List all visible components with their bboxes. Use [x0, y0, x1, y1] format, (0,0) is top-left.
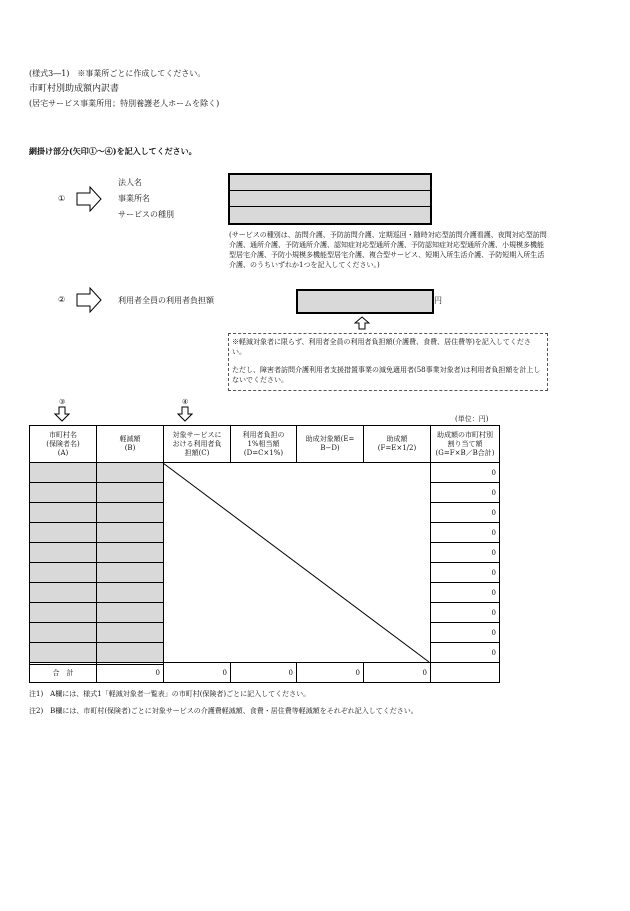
- allocation-cell: 0: [431, 603, 500, 623]
- reduction-cell[interactable]: [97, 643, 164, 663]
- document-subtitle: (居宅サービス事業所用；特別養護老人ホームを除く): [29, 99, 220, 108]
- marker-3: ③: [59, 398, 66, 406]
- blank-cell: [364, 643, 431, 663]
- blank-cell: [231, 463, 297, 483]
- total-c: 0: [164, 663, 231, 683]
- table-row: [30, 583, 500, 603]
- blank-cell: [297, 543, 364, 563]
- total-b: 0: [97, 663, 164, 683]
- document-title: 市町村別助成額内訳書: [29, 84, 120, 94]
- reduction-cell[interactable]: [97, 563, 164, 583]
- blank-cell: [297, 643, 364, 663]
- right-arrow-icon: [76, 287, 102, 313]
- table-row: [30, 503, 500, 523]
- blank-cell: [164, 483, 231, 503]
- corporation-name-field[interactable]: [230, 175, 430, 191]
- allocation-cell: 0: [431, 643, 500, 663]
- total-d: 0: [231, 663, 297, 683]
- allocation-cell: 0: [431, 623, 500, 643]
- table-row: [30, 623, 500, 643]
- allocation-cell: 0: [431, 583, 500, 603]
- allocation-cell: 0: [431, 483, 500, 503]
- table-row: [30, 483, 500, 503]
- blank-cell: [164, 463, 231, 483]
- header-municipality: 市町村名 (保険者名) (A): [30, 426, 97, 463]
- table-row: [30, 463, 500, 483]
- service-type-note: (サービスの種別は、訪問介護、予防訪問介護、定期巡回・随時対応型訪問介護看護、夜間対応型訪問介護、通所介護、予防通所介護、認知症対応型通所介護、予防認知症対応型通所介護、小規模多機能型居宅介護、予防小規模多機能型居宅介護、複合型サービス、短期入所生活介護、予防短期入所生活介護、のうちいずれか1つを記入してください。): [229, 231, 547, 269]
- reduction-cell[interactable]: [97, 623, 164, 643]
- municipality-cell[interactable]: [30, 543, 97, 563]
- blank-cell: [231, 603, 297, 623]
- blank-cell: [364, 543, 431, 563]
- blank-cell: [364, 463, 431, 483]
- note-1: 注1) A欄には、様式1「軽減対象者一覧表」の市町村(保険者)ごとに記入してください。: [29, 690, 311, 698]
- label-corporation: 法人名: [118, 178, 142, 187]
- blank-cell: [231, 543, 297, 563]
- instruction: 網掛け部分(矢印①～④)を記入してください。: [29, 146, 197, 156]
- total-f: 0: [364, 663, 431, 683]
- allocation-cell: 0: [431, 503, 500, 523]
- marker-4: ④: [182, 398, 189, 406]
- blank-cell: [164, 523, 231, 543]
- yen-unit: 円: [434, 296, 442, 305]
- blank-cell: [364, 563, 431, 583]
- office-name-field[interactable]: [230, 191, 430, 207]
- municipality-cell[interactable]: [30, 523, 97, 543]
- blank-cell: [364, 523, 431, 543]
- blank-cell: [364, 583, 431, 603]
- municipality-cell[interactable]: [30, 603, 97, 623]
- blank-cell: [364, 503, 431, 523]
- reduction-cell[interactable]: [97, 603, 164, 623]
- municipality-cell[interactable]: [30, 503, 97, 523]
- blank-cell: [164, 543, 231, 563]
- burden-note-1: ※軽減対象者に限らず、利用者全員の利用者負担額(介護費、食費、居住費等)を記入してください。: [232, 338, 531, 356]
- blank-cell: [297, 583, 364, 603]
- blank-cell: [164, 563, 231, 583]
- total-burden-field[interactable]: [296, 289, 434, 314]
- total-e: 0: [297, 663, 364, 683]
- header-user-burden: 対象サービスに おける利用者負 担額(C): [164, 426, 231, 463]
- blank-cell: [164, 603, 231, 623]
- header-subsidy-amount: 助成額 (F=E×1/2): [364, 426, 431, 463]
- table-row: [30, 563, 500, 583]
- municipality-cell[interactable]: [30, 463, 97, 483]
- municipality-cell[interactable]: [30, 563, 97, 583]
- municipality-cell[interactable]: [30, 623, 97, 643]
- reduction-cell[interactable]: [97, 503, 164, 523]
- blank-cell: [231, 523, 297, 543]
- burden-note-2: ただし、障害者訪問介護利用者支援措置事業の減免適用者(58事業対象者)は利用者負担額を計上しないでください。: [232, 366, 541, 384]
- blank-cell: [164, 643, 231, 663]
- allocation-cell: 0: [431, 463, 500, 483]
- blank-cell: [297, 623, 364, 643]
- blank-cell: [231, 503, 297, 523]
- label-office: 事業所名: [118, 194, 150, 203]
- reduction-cell[interactable]: [97, 463, 164, 483]
- header-one-percent: 利用者負担の 1%相当額 (D=C×1%): [231, 426, 297, 463]
- blank-cell: [231, 483, 297, 503]
- total-label: 合 計: [30, 663, 97, 683]
- blank-cell: [297, 503, 364, 523]
- blank-cell: [231, 643, 297, 663]
- header-subsidy-target: 助成対象額(E= B−D): [297, 426, 364, 463]
- table-row: [30, 643, 500, 663]
- blank-cell: [231, 583, 297, 603]
- input-group-1: [228, 173, 432, 225]
- marker-1: ①: [58, 194, 66, 203]
- label-service-type: サービスの種別: [118, 210, 174, 219]
- service-type-field[interactable]: [230, 207, 430, 223]
- blank-cell: [364, 623, 431, 643]
- reduction-cell[interactable]: [97, 523, 164, 543]
- subsidy-table: [29, 425, 500, 683]
- blank-cell: [364, 603, 431, 623]
- reduction-cell[interactable]: [97, 543, 164, 563]
- marker-2: ②: [58, 295, 66, 304]
- label-total-burden: 利用者全員の利用者負担額: [118, 296, 214, 305]
- allocation-cell: 0: [431, 563, 500, 583]
- municipality-cell[interactable]: [30, 483, 97, 503]
- right-arrow-icon: [76, 186, 102, 212]
- blank-cell: [164, 583, 231, 603]
- header-reduction: 軽減額 (B): [97, 426, 164, 463]
- table-row: [30, 543, 500, 563]
- down-arrow-icon: [54, 406, 70, 422]
- down-arrow-icon: [177, 406, 193, 422]
- municipality-cell[interactable]: [30, 583, 97, 603]
- burden-note-box: [228, 333, 548, 391]
- unit-label: (単位：円): [455, 415, 489, 423]
- municipality-cell[interactable]: [30, 643, 97, 663]
- blank-cell: [297, 603, 364, 623]
- blank-cell: [364, 483, 431, 503]
- table-row: [30, 523, 500, 543]
- up-arrow-icon: [354, 316, 370, 330]
- blank-cell: [231, 623, 297, 643]
- blank-cell: [297, 483, 364, 503]
- reduction-cell[interactable]: [97, 483, 164, 503]
- blank-cell: [164, 623, 231, 643]
- blank-cell: [231, 563, 297, 583]
- allocation-cell: 0: [431, 523, 500, 543]
- allocation-cell: 0: [431, 543, 500, 563]
- header-allocation: 助成額の市町村別 割り当て額 (G=F×B／B合計): [431, 426, 500, 463]
- blank-cell: [297, 563, 364, 583]
- blank-cell: [297, 463, 364, 483]
- total-g: [431, 663, 500, 683]
- note-2: 注2) B欄には、市町村(保険者)ごとに対象サービスの介護費軽減額、食費・居住費等軽減額をそれぞれ記入してください。: [29, 707, 418, 715]
- reduction-cell[interactable]: [97, 583, 164, 603]
- blank-cell: [164, 503, 231, 523]
- table-row: [30, 603, 500, 623]
- blank-cell: [297, 523, 364, 543]
- form-number: (様式3―1) ※事業所ごとに作成してください。: [29, 69, 206, 78]
